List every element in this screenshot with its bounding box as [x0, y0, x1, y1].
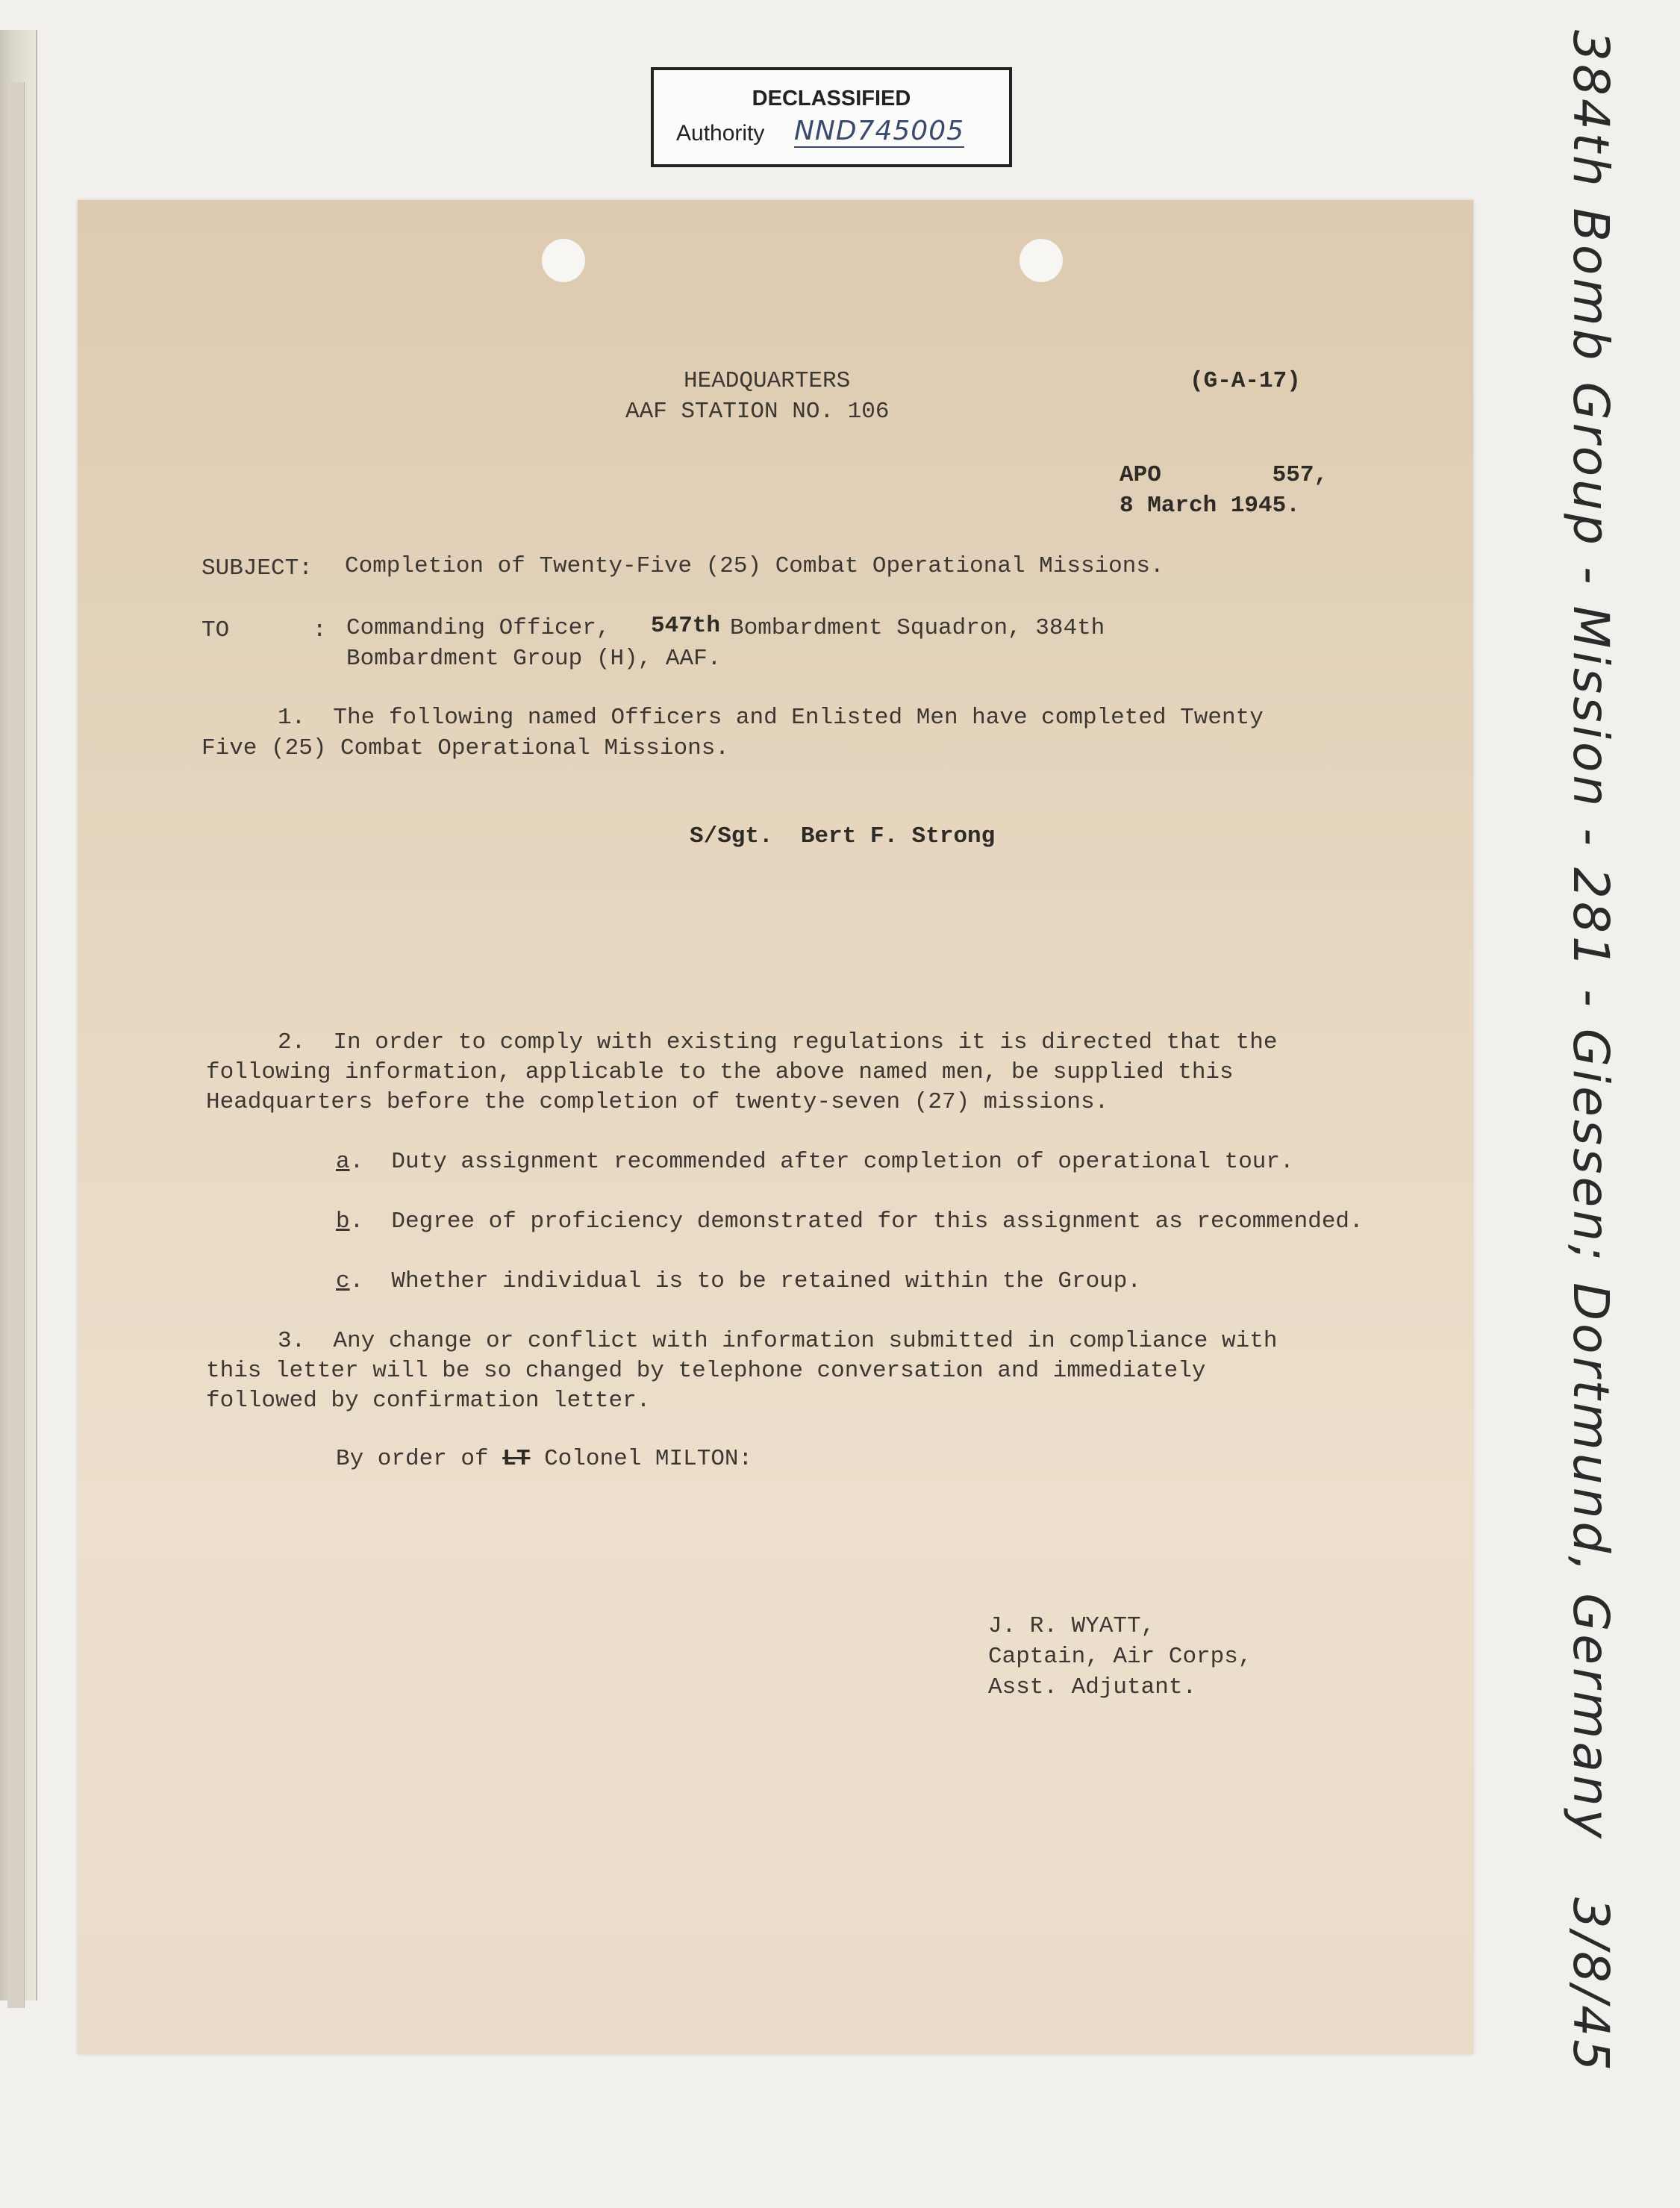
paragraph-1-line-2: Five (25) Combat Operational Missions.	[202, 735, 729, 761]
stamp-title: DECLASSIFIED	[752, 87, 911, 110]
stamp-authority-value: NND745005	[794, 116, 965, 146]
item-c: c. Whether individual is to be retained within the Group.	[336, 1268, 1141, 1294]
subject-label: SUBJECT:	[202, 555, 313, 581]
to-label: TO :	[202, 617, 327, 643]
item-b-text: Degree of proficiency demonstrated for this assignment as recommended.	[391, 1209, 1364, 1235]
signature-name: J. R. WYATT,	[988, 1613, 1155, 1639]
binder-edge	[0, 30, 37, 2000]
to-line-1a: Commanding Officer,	[346, 615, 611, 641]
handwritten-margin-note: 384th Bomb Group - Mission - 281 - Giessen; Dortmund, Germany 3/8/45	[1562, 30, 1620, 2074]
paragraph-2-line-1: 2. In order to comply with existing regulations it is directed that the	[278, 1029, 1278, 1055]
header-headquarters: HEADQUARTERS	[684, 368, 851, 394]
item-b-letter: b	[336, 1209, 350, 1235]
signature-rank: Captain, Air Corps,	[988, 1644, 1252, 1670]
to-line-1b: Bombardment Squadron, 384th	[730, 615, 1105, 641]
item-c-letter: c	[336, 1268, 350, 1294]
to-squadron-number: 547th	[651, 613, 721, 639]
item-b: b. Degree of proficiency demonstrated for this assignment as recommended.	[336, 1209, 1364, 1235]
letter-date: 8 March 1945.	[1120, 493, 1300, 519]
to-line-2: Bombardment Group (H), AAF.	[346, 646, 722, 672]
item-a-letter: a	[336, 1149, 350, 1175]
punch-hole-left	[542, 239, 585, 282]
punch-hole-right	[1019, 239, 1063, 282]
listed-name: S/Sgt. Bert F. Strong	[690, 823, 996, 849]
signature-title: Asst. Adjutant.	[988, 1674, 1197, 1700]
order-colonel: Colonel MILTON:	[544, 1446, 753, 1472]
document-code: (G-A-17)	[1190, 368, 1301, 394]
binder-page-stack	[7, 82, 25, 2008]
stamp-authority-label: Authority	[676, 121, 765, 146]
paragraph-1-line-1: 1. The following named Officers and Enlisted Men have completed Twenty	[278, 705, 1264, 731]
declassified-stamp	[651, 67, 1012, 167]
paragraph-3-line-2: this letter will be so changed by telephone conversation and immediately	[206, 1358, 1206, 1384]
order-prefix: By order of	[336, 1446, 489, 1472]
item-c-text: Whether individual is to be retained within the Group.	[391, 1268, 1141, 1294]
order-line	[336, 1444, 752, 1474]
subject-text: Completion of Twenty-Five (25) Combat Operational Missions.	[345, 553, 1164, 579]
paragraph-3-line-1: 3. Any change or conflict with information submitted in compliance with	[278, 1328, 1278, 1354]
item-a: a. Duty assignment recommended after completion of operational tour.	[336, 1149, 1294, 1175]
header-station: AAF STATION NO. 106	[625, 399, 890, 425]
paragraph-3-line-3: followed by confirmation letter.	[206, 1388, 651, 1414]
paragraph-2-line-2: following information, applicable to the above named men, be supplied this	[206, 1059, 1234, 1085]
letter-page	[78, 200, 1473, 2054]
item-a-text: Duty assignment recommended after completion of operational tour.	[391, 1149, 1294, 1175]
paragraph-2-line-3: Headquarters before the completion of twenty-seven (27) missions.	[206, 1089, 1109, 1115]
apo-number: APO 557,	[1120, 462, 1328, 488]
order-struck-rank: LT	[502, 1446, 531, 1472]
